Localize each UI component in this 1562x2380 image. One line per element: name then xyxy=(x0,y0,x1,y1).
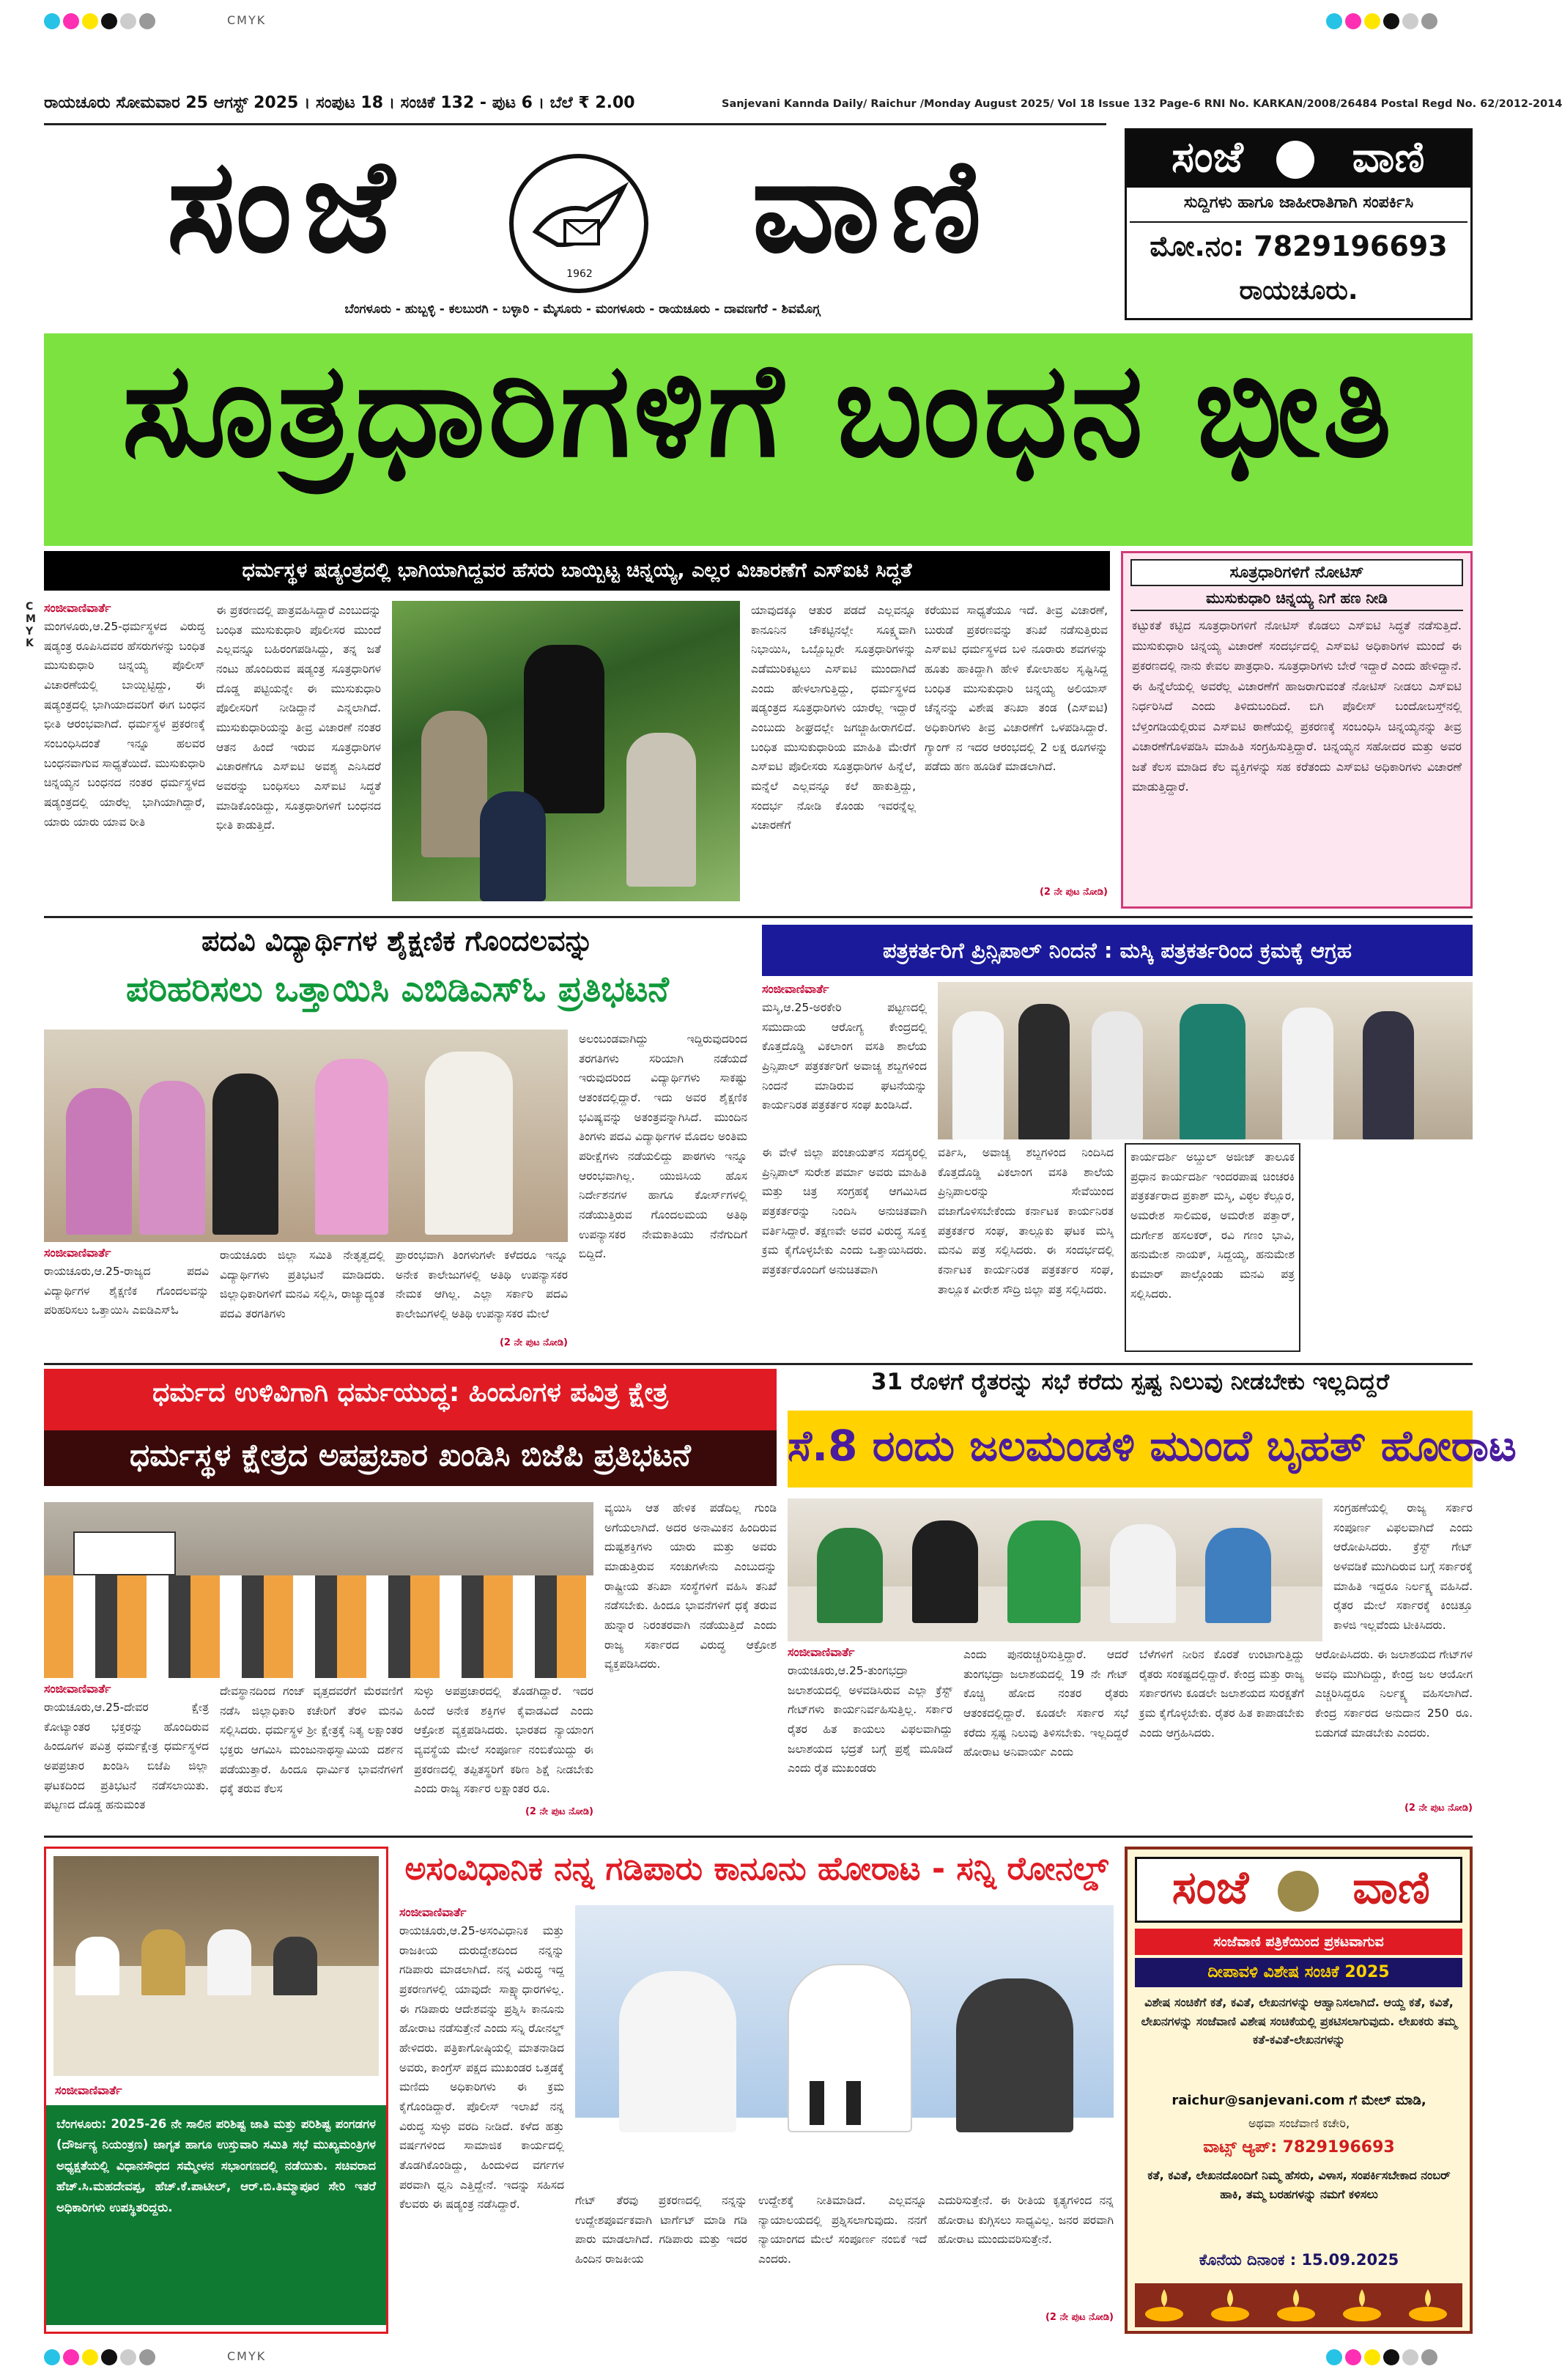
banner-headline-box xyxy=(44,333,1473,546)
side-cmyk-mark: C M Y K xyxy=(26,601,36,650)
lead-photo xyxy=(392,601,740,901)
contact-phone: ಮೋ.ನಂ: 7829196693 xyxy=(1150,230,1448,262)
sidebar-notice xyxy=(1121,551,1473,909)
maski-col4 xyxy=(1125,1143,1300,1352)
title-right: ವಾಣಿ xyxy=(752,131,992,281)
abvp-head2: ಪರಿಹರಿಸಲು ಒತ್ತಾಯಿಸಿ ಎಬಿಡಿಎಸ್ಓ ಪ್ರತಿಭಟನೆ xyxy=(126,969,669,1010)
meeting-caption-box xyxy=(46,2105,386,2325)
registration-marks-top-right xyxy=(1326,9,1473,34)
lead-story-col2 xyxy=(216,601,381,909)
sidebar-subtitle: ಮುಸುಕುಧಾರಿ ಚಿನ್ನಯ್ಯ ನಿಗೆ ಹಣ ನೀಡಿ xyxy=(1130,589,1463,611)
maski-head: ಪತ್ರಕರ್ತರಿಗೆ ಪ್ರಿನ್ಸಿಪಾಲ್ ನಿಂದನೆ : ಮಸ್ಕಿ ಪತ್ರಕರ್ತರಿಂದ ಕ್ರಮಕ್ಕೆ ಆಗ್ರಹ xyxy=(762,925,1473,976)
contact-box xyxy=(1125,128,1473,320)
registration-marks-bottom-left xyxy=(44,2345,286,2370)
maski-col1: ಸಂಜೀವಾಣಿವಾರ್ತೆ ಮಸ್ಕಿ,ಆ.25-ಅರಕೇರಿ ಪಟ್ಟಣದಲ್ಲಿ ಸಮುದಾಯ ಆರೋಗ್ಯ ಕೇಂದ್ರದಲ್ಲಿ ಕೊತ್ತದೊಡ್ಡಿ ವಿಕಲಾಂಗ ವಸತಿ ಶಾಲೆಯ ಪ್ರಿನ್ಸಿಪಾಲ್ ಪತ್ರಕರ್ತರಿಗೆ ಅವಾಚ್ಯ ಶಬ್ದಗಳಿಂದ ನಿಂದನೆ ಮಾಡಿರುವ ಘಟನೆಯನ್ನು ಕಾರ್ಯನಿರತ ಪತ್ರಕರ್ತರ ಸಂಘ ಖಂಡಿಸಿದೆ. xyxy=(762,982,927,1139)
bjp-photo xyxy=(44,1502,593,1678)
farmers-continued: (2 ನೇ ಪುಟ ನೋಡಿ) xyxy=(1404,1803,1473,1814)
bjp-text-b1: ರಾಯಚೂರು,ಆ.25-ದೇವರ ಕ್ಷೇತ್ರ ಕೋಟ್ಯಾಂತರ ಭಕ್ತರನ್ನು ಹೊಂದಿರುವ ಹಿಂದೂಗಳ ಪವಿತ್ರ ಧರ್ಮಕ್ಷೇತ್ರ ಧರ್ಮಸ್ಥಳದ ಅಪಪ್ರಚಾರ ಖಂಡಿಸಿ ಬಿಜೆಪಿ ಜಿಲ್ಲಾ ಘಟಕದಿಂದ ಪ್ರತಿಭಟನೆ ನಡೆಸಲಾಯಿತು. ಪಟ್ಟಣದ ದೊಡ್ಡ ಹನುಮಂತ xyxy=(44,1701,209,1812)
abvp-col-b2 xyxy=(220,1246,385,1352)
cmyk-label-bottom: CMYK xyxy=(227,2349,267,2363)
english-dateline: Sanjevani Kannda Daily/ Raichur /Monday August 2025/ Vol 18 Issue 132 Page-6 RNI No. KARKAN/2008/26484 Postal Regd No. 62/2012-2014 xyxy=(722,98,1562,110)
bjp-text-right: ವ್ಯಯಿಸಿ ಆತ ಹೇಳಿಕ ಪಡೆದಿಲ್ಲ ಗುಂಡಿ ಅಗೆಯಲಾಗಿದೆ. ಅದರ ಅನಾಮಿಕನ ಹಿಂದಿರುವ ದುಷ್ಟಶಕ್ತಿಗಳು ಯಾರು ಮತ್ತು ಅವರು ಮಾಡುತ್ತಿರುವ ಸಂಚುಗಳೇನು ಎಂಬುದನ್ನು ರಾಷ್ಟ್ರೀಯ ತನಿಖಾ ಸಂಸ್ಥೆಗಳಿಗೆ ವಹಿಸಿ ತನಿಖೆ ನಡೆಸಬೇಕು. ಹಿಂದೂ ಭಾವನೆಗಳಿಗೆ ಧಕ್ಕೆ ತರುವ ಹುನ್ನಾರ ನಿರಂತರವಾಗಿ ನಡೆಯುತ್ತಿದೆ ಎಂದು ರಾಜ್ಯ ಸರ್ಕಾರದ ವಿರುದ್ಧ ಆಕ್ರೋಶ ವ್ಯಕ್ತಪಡಿಸಿದರು. xyxy=(604,1501,777,1671)
abvp-col-b1: ಸಂಜೀವಾಣಿವಾರ್ತೆ ರಾಯಚೂರು,ಆ.25-ರಾಜ್ಯದ ಪದವಿ ವಿದ್ಯಾರ್ಥಿಗಳ ಶೈಕ್ಷಣಿಕ ಗೊಂದಲವನ್ನು ಪರಿಹರಿಸಲು ಒತ್ತಾಯಿಸಿ ಎಐಡಿಎಸ್ಓ xyxy=(44,1246,209,1352)
farmers-col-b2 xyxy=(963,1645,1128,1825)
lead-byline: ಸಂಜೀವಾಣಿವಾರ್ತೆ xyxy=(44,601,111,615)
bjp-head-box xyxy=(44,1369,777,1486)
contact-line: ಸುದ್ದಿಗಳು ಹಾಗೂ ಜಾಹೀರಾತಿಗಾಗಿ ಸಂಪರ್ಕಿಸಿ xyxy=(1130,193,1467,223)
bjp-col-right xyxy=(604,1498,777,1821)
sunny-col-b1 xyxy=(575,2191,747,2334)
farmers-text-b3: ಬೆಳೆಗಳಿಗೆ ನೀರಿನ ಕೊರತೆ ಉಂಟಾಗುತ್ತಿದ್ದು ರೈತರು ಸಂಕಷ್ಟದಲ್ಲಿದ್ದಾರೆ. ಕೇಂದ್ರ ಮತ್ತು ರಾಜ್ಯ ಸರ್ಕಾರಗಳು ಕೂಡಲೇ ಜಲಾಶಯದ ಸುರಕ್ಷತೆಗೆ ಕ್ರಮ ಕೈಗೊಳ್ಳಬೇಕು. ರೈತರ ಹಿತ ಕಾಪಾಡಬೇಕು ಎಂದು ಆಗ್ರಹಿಸಿದರು. xyxy=(1139,1648,1304,1740)
farmers-photo xyxy=(788,1498,1322,1641)
lead-text-4: ಕರೆಯುವ ಸಾಧ್ಯತೆಯೂ ಇದೆ. ತೀವ್ರ ವಿಚಾರಣೆ, ಬುರುಡೆ ಪ್ರಕರಣವನ್ನು ತನಿಖೆ ನಡೆಸುತ್ತಿರುವ ಎಸ್ಐಟಿ ಧರ್ಮಸ್ಥಳದ ಬಳಿ ನೂರಾರು ಶವಗಳನ್ನು ಹೂತು ಹಾಕಿದ್ದಾಗಿ ಹೇಳಿ ಕೋಲಾಹಲ ಸೃಷ್ಟಿಸಿದ್ದ ಬಂಧಿತ ಮುಸುಕುಧಾರಿ ಚಿನ್ನಯ್ಯ ಅಲಿಯಾಸ್ ಚೆನ್ನನನ್ನು ವಿಶೇಷ ತನಿಖಾ ತಂಡ (ಎಸ್ಐಟಿ) ಅಧಿಕಾರಿಗಳು ತೀವ್ರ ವಿಚಾರಣೆಗೆ ಒಳಪಡಿಸಿದ್ದಾರೆ. ಗ್ಯಾಂಗ್ ನ ಇದರ ಆರಂಭದಲ್ಲಿ 2 ಲಕ್ಷ ರೂಗಳನ್ನು ಪಡೆದು ಹಣ ಹೂಡಿಕೆ ಮಾಡಲಾಗಿದೆ. xyxy=(925,604,1108,774)
dateline: ರಾಯಚೂರು ಸೋಮವಾರ 25 ಆಗಸ್ಟ್ 2025 । ಸಂಪುಟ 18 । ಸಂಚಿಕೆ 132 - ಪುಟ 6 । ಬೆಲೆ ₹ 2.00 xyxy=(44,94,635,112)
sunny-head: ಅಸಂವಿಧಾನಿಕ ನನ್ನ ಗಡಿಪಾರು ಕಾನೂನು ಹೋರಾಟ - ಸನ್ನಿ ರೋನಲ್ಡ್ xyxy=(404,1850,1108,1888)
ad-dove-icon xyxy=(1278,1871,1319,1912)
lead-text-1: ಮಂಗಳೂರು,ಆ.25-ಧರ್ಮಸ್ಥಳದ ವಿರುದ್ಧ ಷಡ್ಯಂತ್ರ ರೂಪಿಸಿದವರ ಹೆಸರುಗಳನ್ನು ಬಂಧಿತ ಮುಸುಕುಧಾರಿ ಚಿನ್ನಯ್ಯ ಪೊಲೀಸ್ ವಿಚಾರಣೆಯಲ್ಲಿ ಬಾಯ್ಬಿಟ್ಟಿದ್ದು, ಈ ಷಡ್ಯಂತ್ರದಲ್ಲಿ ಭಾಗಿಯಾದವರಿಗೆ ಈಗ ಬಂಧನ ಭೀತಿ ಆರಂಭವಾಗಿದೆ. ಧರ್ಮಸ್ಥಳ ಪ್ರಕರಣಕ್ಕೆ ಸಂಬಂಧಿಸಿದಂತೆ ಇನ್ನೂ ಹಲವರ ಬಂಧನವಾಗುವ ಸಾಧ್ಯತೆಯಿದೆ. ಮುಸುಕುಧಾರಿ ಚಿನ್ನಯ್ಯನ ಬಂಧನದ ನಂತರ ಧರ್ಮಸ್ಥಳದ ಷಡ್ಯಂತ್ರದಲ್ಲಿ ಯಾರೆಲ್ಲ ಭಾಗಿಯಾಗಿದ್ದಾರೆ, ಯಾರು ಯಾರು ಯಾವ ರೀತಿ xyxy=(44,620,205,829)
contact-dove-icon xyxy=(1276,141,1314,179)
abvp-col-right xyxy=(579,1030,747,1352)
sunny-text-b3: ಎದುರಿಸುತ್ತೇನೆ. ಈ ರೀತಿಯ ಕೃತ್ಯಗಳಿಂದ ನನ್ನ ಹೋರಾಟ ಕುಗ್ಗಿಸಲು ಸಾಧ್ಯವಿಲ್ಲ. ಜನರ ಪರವಾಗಿ ಹೋರಾಟ ಮುಂದುವರಿಸುತ್ತೇನೆ. xyxy=(938,2194,1114,2247)
ad-whatsapp: ವಾಟ್ಸ್ ಆ್ಯಪ್: 7829196693 xyxy=(1203,2138,1395,2157)
lead-text-3: ಯಾವುದಕ್ಕೂ ಆತುರ ಪಡದೆ ಎಲ್ಲವನ್ನೂ ಕಾನೂನಿನ ಚೌಕಟ್ಟಿನಲ್ಲೇ ಸೂಕ್ಷ್ಮವಾಗಿ ನಿಭಾಯಿಸಿ, ಒಬ್ಬೊಬ್ಬರೇ ಸೂತ್ರಧಾರಿಗಳನ್ನು ಎಡೆಮುರಿಕಟ್ಟಲು ಎಸ್ಐಟಿ ಮುಂದಾಗಿದೆ ಎಂದು ಹೇಳಲಾಗುತ್ತಿದ್ದು, ಧರ್ಮಸ್ಥಳದ ಷಡ್ಯಂತ್ರದ ಸೂತ್ರಧಾರಿಗಳು ಯಾರೆಲ್ಲ ಇದ್ದಾರೆ ಎಂಬುದು ಶೀಘ್ರದಲ್ಲೇ ಜಗಜ್ಜಾಹೀರಾಗಲಿದೆ. ಬಂಧಿತ ಮುಸುಕುಧಾರಿಯ ಮಾಹಿತಿ ಮೇರೆಗೆ ಎಸ್ಐಟಿ ಪೊಲೀಸರು ಸೂತ್ರಧಾರಿಗಳ ಹಿನ್ನೆಲೆ, ಮನ್ನೆಲೆ ಎಲ್ಲವನ್ನೂ ಕಲೆ ಹಾಕುತ್ತಿದ್ದು, ಸಂದರ್ಭ ನೋಡಿ ಕೊಂಡು ಇವರನ್ನೆಲ್ಲ ವಿಚಾರಣೆಗೆ xyxy=(751,604,916,832)
ad-email: raichur@sanjevani.com ಗೆ ಮೇಲ್ ಮಾಡಿ, xyxy=(1172,2093,1426,2108)
lead-story-col3 xyxy=(751,601,916,909)
bjp-head2: ಧರ್ಮಸ್ಥಳ ಕ್ಷೇತ್ರದ ಅಪಪ್ರಚಾರ ಖಂಡಿಸಿ ಬಿಜೆಪಿ ಪ್ರತಿಭಟನೆ xyxy=(130,1437,691,1473)
dove-emblem xyxy=(509,154,648,293)
maski-text-3: ವರ್ತಿಸಿ, ಅವಾಚ್ಯ ಶಬ್ದಗಳಿಂದ ನಿಂದಿಸಿದ ಕೊತ್ತದೊಡ್ಡಿ ವಿಕಲಾಂಗ ವಸತಿ ಶಾಲೆಯ ಪ್ರಿನ್ಸಿಪಾಲರನ್ನು ಸೇವೆಯಿಂದ ವಜಾಗೊಳಿಸಬೇಕೆಂದು ಕರ್ನಾಟಕ ಕಾರ್ಯನಿರತ ಪತ್ರಕರ್ತರ ಸಂಘ, ತಾಲ್ಲೂಕು ಘಟಕ ಮಸ್ಕಿ ಮನವಿ ಪತ್ರ ಸಲ್ಲಿಸಿದರು. ಈ ಸಂದರ್ಭದಲ್ಲಿ ಕರ್ನಾಟಕ ಕಾರ್ಯನಿರತ ಪತ್ರಕರ್ತರ ಸಂಘ, ತಾಲ್ಲೂಕ ವೀರೇಶ ಸೌದ್ರಿ ಜಿಲ್ಲಾ ಪತ್ರ ಸಲ್ಲಿಸಿದರು. xyxy=(938,1146,1114,1296)
emblem-year: 1962 xyxy=(566,268,593,280)
abvp-text-b2: ರಾಯಚೂರು ಜಿಲ್ಲಾ ಸಮಿತಿ ನೇತೃತ್ವದಲ್ಲಿ ವಿದ್ಯಾರ್ಥಿಗಳು ಪ್ರತಿಭಟನೆ ಮಾಡಿದರು. ಜಿಲ್ಲಾಧಿಕಾರಿಗಳಿಗೆ ಮನವಿ ಸಲ್ಲಿಸಿ, ರಾಜ್ಯಾದ್ಯಂತ ಪದವಿ ತರಗತಿಗಳು xyxy=(220,1249,385,1320)
lead-continued: (2 ನೇ ಪುಟ ನೋಡಿ) xyxy=(1039,887,1108,898)
sidebar-body: ಕಟ್ಟುಕತೆ ಕಟ್ಟಿದ ಸೂತ್ರಧಾರಿಗಳಿಗೆ ನೋಟಿಸ್ ಕೊಡಲು ಎಸ್ಐಟಿ ಸಿದ್ಧತೆ ನಡೆಸುತ್ತಿದೆ. ಮುಸುಕುಧಾರಿ ಚಿನ್ನಯ್ಯ ವಿಚಾರಣೆ ಸಂದರ್ಭದಲ್ಲಿ ಎಸ್ಐಟಿ ಅಧಿಕಾರಿಗಳ ಮುಂದೆ ಈ ಪ್ರಕರಣದಲ್ಲಿ ನಾನು ಕೇವಲ ಪಾತ್ರಧಾರಿ. ಸೂತ್ರಧಾರಿಗಳು ಬೇರೆ ಇದ್ದಾರೆ ಎಂದು ಹೇಳಿದ್ದಾನೆ. ಈ ಹಿನ್ನೆಲೆಯಲ್ಲಿ ಅವರೆಲ್ಲ ವಿಚಾರಣೆಗೆ ಹಾಜರಾಗುವಂತೆ ನೋಟಿಸ್ ನೀಡಲು ಎಸ್ಐಟಿ ನಿರ್ಧರಿಸಿದೆ ಎಂದು ತಿಳಿದುಬಂದಿದೆ. ಬಿಗಿ ಪೊಲೀಸ್ ಬಂದೋಬಸ್ತ್‌ನಲ್ಲಿ ಬೆಳ್ತಂಗಡಿಯಲ್ಲಿರುವ ಎಸ್ಐಟಿ ಠಾಣೆಯಲ್ಲಿ ಪ್ರಕರಣಕ್ಕೆ ಸಂಬಂಧಿಸಿ ಚಿನ್ನಯ್ಯನನ್ನು ತೀವ್ರ ವಿಚಾರಣೆಗೊಳಪಡಿಸಿ ಮಾಹಿತಿ ಸಂಗ್ರಹಿಸುತ್ತಿದ್ದಾರೆ. ಚಿನ್ನಯ್ಯನ ಸಹೋದರ ಮತ್ತು ಅವರ ಜತೆ ಕೆಲಸ ಮಾಡಿದ ಕೆಲ ವ್ಯಕ್ತಿಗಳನ್ನು ಸಹ ಕರೆತಂದು ಎಸ್ಐಟಿ ಅಧಿಕಾರಿಗಳು ವಿಚಾರಣೆ ಮಾಡುತ್ತಿದ್ದಾರೆ. xyxy=(1132,618,1462,794)
farmers-col-b1: ಸಂಜೀವಾಣಿವಾರ್ತೆ ರಾಯಚೂರು,ಆ.25-ತುಂಗಭದ್ರಾ ಜಲಾಶಯದಲ್ಲಿ ಅಳವಡಿಸಿರುವ ಎಲ್ಲಾ ಕ್ರೆಸ್ಟ್ ಗೇಟ್‌ಗಳು ಕಾರ್ಯನಿರ್ವಹಿಸುತ್ತಿಲ್ಲ. ಸರ್ಕಾರ ರೈತರ ಹಿತ ಕಾಯಲು ವಿಫಲವಾಗಿದ್ದು ಜಲಾಶಯದ ಭದ್ರತೆ ಬಗ್ಗೆ ಪ್ರಶ್ನೆ ಮೂಡಿದೆ ಎಂದು ರೈತ ಮುಖಂಡರು xyxy=(788,1645,952,1825)
maski-col3 xyxy=(938,1143,1114,1352)
sidebar-title: ಸೂತ್ರಧಾರಿಗಳಿಗೆ ನೋಟಿಸ್ xyxy=(1130,559,1463,586)
ad-footer: ಕತೆ, ಕವಿತೆ, ಲೇಖನದೊಂದಿಗೆ ನಿಮ್ಮ ಹೆಸರು, ವಿಳಾಸ, ಸಂಪರ್ಕಿಸಬೇಕಾದ ನಂಬರ್ ಹಾಕಿ, ತಮ್ಮ ಬರಹಗಳನ್ನು ನಮಗೆ ಕಳಿಸಲು xyxy=(1147,2168,1451,2201)
sunny-continued: (2 ನೇ ಪುಟ ನೋಡಿ) xyxy=(1045,2312,1114,2323)
contact-city: ರಾಯಚೂರು. xyxy=(1239,276,1358,306)
bjp-text-b2: ದೇವಸ್ಥಾನದಿಂದ ಗಂಜ್ ವೃತ್ತದವರೆಗೆ ಮೆರವಣಿಗೆ ನಡೆಸಿ ಜಿಲ್ಲಾಧಿಕಾರಿ ಕಚೇರಿಗೆ ತೆರಳಿ ಮನವಿ ಸಲ್ಲಿಸಿದರು. ಧರ್ಮಸ್ಥಳ ಶ್ರೀ ಕ್ಷೇತ್ರಕ್ಕೆ ನಿತ್ಯ ಲಕ್ಷಾಂತರ ಭಕ್ತರು ಆಗಮಿಸಿ ಮಂಜುನಾಥಸ್ವಾಮಿಯ ದರ್ಶನ ಪಡೆಯುತ್ತಾರೆ. ಹಿಂದೂ ಧಾರ್ಮಿಕ ಭಾವನೆಗಳಿಗೆ ಧಕ್ಕೆ ತರುವ ಕೆಲಸ xyxy=(220,1685,403,1796)
meeting-byline: ಸಂಜೀವಾಣಿವಾರ್ತೆ xyxy=(55,2083,122,2097)
abvp-continued: (2 ನೇ ಪುಟ ನೋಡಿ) xyxy=(499,1337,568,1348)
bjp-head1: ಧರ್ಮದ ಉಳಿವಿಗಾಗಿ ಧರ್ಮಯುದ್ಧ: ಹಿಂದೂಗಳ ಪವಿತ್ರ ಕ್ಷೇತ್ರ xyxy=(152,1378,668,1408)
bjp-text-b3: ಸುಳ್ಳು ಅಪಪ್ರಚಾರದಲ್ಲಿ ತೊಡಗಿದ್ದಾರೆ. ಇದರ ಹಿಂದೆ ಅನೇಕ ಶಕ್ತಿಗಳ ಕೈವಾಡವಿದೆ ಎಂದು ಆಕ್ರೋಶ ವ್ಯಕ್ತಪಡಿಸಿದರು. ಭಾರತದ ನ್ಯಾಯಾಂಗ ವ್ಯವಸ್ಥೆಯ ಮೇಲೆ ಸಂಪೂರ್ಣ ನಂಬಿಕೆಯಿದ್ದು ಈ ಪ್ರಕರಣದಲ್ಲಿ ತಪ್ಪಿತಸ್ಥರಿಗೆ ಕಠಿಣ ಶಿಕ್ಷೆ ನೀಡಬೇಕು ಎಂದು ರಾಜ್ಯ ಸರ್ಕಾರ ಲಕ್ಷಾಂತರ ರೂ. xyxy=(414,1685,593,1796)
farmers-head2: ಸೆ.8 ರಂದು ಜಲಮಂಡಳಿ ಮುಂದೆ ಬೃಹತ್ ಹೋರಾಟ xyxy=(788,1421,1517,1471)
farmers-head1: 31 ರೊಳಗೆ ರೈತರನ್ನು ಸಭೆ ಕರೆದು ಸ್ಪಷ್ಟ ನಿಲುವು ನೀಡಬೇಕು ಇಲ್ಲದಿದ್ದರೆ xyxy=(870,1369,1390,1395)
sunny-col-b2 xyxy=(758,2191,927,2334)
farmers-col-b3 xyxy=(1139,1645,1304,1825)
meeting-photo xyxy=(53,1856,379,2076)
maski-text-4: ಕಾರ್ಯದರ್ಶಿ ಅಬ್ದುಲ್ ಅಜೀಜ್ ತಾಲೂಕ ಪ್ರಧಾನ ಕಾರ್ಯದರ್ಶಿ ಇಂದರಪಾಷ ಚಿಂಚರಕಿ ಪತ್ರಕರ್ತರಾದ ಪ್ರಕಾಶ್ ಮಸ್ಕಿ, ವಿಠ್ಠಲ ಕೆಲ್ಲೂರ, ಅಮರೇಶ ಸಾಲಿಮಠ, ಅಮರೇಶ ಪತ್ತಾರ್, ದುರ್ಗೇಶ ಹಸಲಕರ್, ರವಿ ಗಣಂ ಭಾವಿ, ಹನುಮೇಶ ನಾಯಕ್, ಸಿದ್ದಯ್ಯ, ಹನುಮೇಶ ಕುಮಾರ್ ಪಾಲ್ಗೊಂಡು ಮನವಿ ಪತ್ರ ಸಲ್ಲಿಸಿದರು. xyxy=(1130,1150,1295,1301)
farmers-col-right xyxy=(1333,1498,1473,1641)
ad-or: ಅಥವಾ ಸಂಜೆವಾಣಿ ಕಚೇರಿ, xyxy=(1248,2116,1350,2130)
masthead-logo xyxy=(81,131,1077,304)
diwali-ad xyxy=(1125,1847,1473,2334)
sunny-text-b1: ಗೇಟ್ ತೆರವು ಪ್ರಕರಣದಲ್ಲಿ ನನ್ನನ್ನು ಉದ್ದೇಶಪೂರ್ವಕವಾಗಿ ಟಾರ್ಗೆಟ್ ಮಾಡಿ ಗಡಿ ಪಾರು ಮಾಡಲಾಗಿದೆ. ಗಡಿಪಾರು ಮತ್ತು ಇದರ ಹಿಂದಿನ ರಾಜಕೀಯ xyxy=(575,2194,747,2266)
title-left: ಸಂಜೆ xyxy=(166,131,405,281)
ad-subtitle: ದೀಪಾವಳಿ ವಿಶೇಷ ಸಂಚಿಕೆ 2025 xyxy=(1135,1958,1462,1987)
bjp-col-b3 xyxy=(414,1682,593,1825)
abvp-text-right: ಅಲಂಬಂಡವಾಗಿದ್ದು ಇದ್ದಿರುವುದರಿಂದ ತರಗತಿಗಳು ಸರಿಯಾಗಿ ನಡೆಯದೆ ಇರುವುದರಿಂದ ವಿದ್ಯಾರ್ಥಿಗಳು ಸಾಕಷ್ಟು ಆತಂಕದಲ್ಲಿದ್ದಾರೆ. ಇದು ಅವರ ಶೈಕ್ಷಣಿಕ ಭವಿಷ್ಯವನ್ನು ಅತಂತ್ರವನ್ನಾಗಿಸಿದೆ. ಮುಂದಿನ ತಿಂಗಳು ಪದವಿ ವಿದ್ಯಾರ್ಥಿಗಳ ಮೊದಲ ಅಂತಿಮ ಪರೀಕ್ಷೆಗಳು ನಡೆಯಲಿದ್ದು ಪಾಠಗಳು ಇನ್ನೂ ಆರಂಭವಾಗಿಲ್ಲ. ಯುಜಿಸಿಯ ಹೊಸ ನಿರ್ದೇಶನಗಳ ಹಾಗೂ ಕೋರ್ಸ್‌ಗಳಲ್ಲಿ ನಡೆಯುತ್ತಿರುವ ಗೊಂದಲಮಯ ಅತಿಥಿ ಉಪನ್ಯಾಸಕರ ನೇಮಕಾತಿಯು ನೆನೆಗುದಿಗೆ ಬಿದ್ದಿದೆ. xyxy=(579,1032,747,1261)
sunny-photo xyxy=(575,1905,1114,2187)
meeting-caption: ಬೆಂಗಳೂರು: 2025-26 ನೇ ಸಾಲಿನ ಪರಿಶಿಷ್ಟ ಜಾತಿ ಮತ್ತು ಪರಿಶಿಷ್ಟ ಪಂಗಡಗಳ (ದೌರ್ಜನ್ಯ ನಿಯಂತ್ರಣ) ಜಾಗೃತ ಹಾಗೂ ಉಸ್ತುವಾರಿ ಸಮಿತಿ ಸಭೆ ಮುಖ್ಯಮಂತ್ರಿಗಳ ಅಧ್ಯಕ್ಷತೆಯಲ್ಲಿ ವಿಧಾನಸೌಧದ ಸಮ್ಮೇಳನ ಸಭಾಂಗಣದಲ್ಲಿ ನಡೆಯಿತು. ಸಚಿವರಾದ ಹೆಚ್.ಸಿ.ಮಹದೇವಪ್ಪ, ಹೆಚ್.ಕೆ.ಪಾಟೀಲ್, ಆರ್.ಬಿ.ತಿಮ್ಮಾಪೂರ ಸೇರಿ ಇತರೆ ಅಧಿಕಾರಿಗಳು ಉಪಸ್ಥಿತರಿದ್ದರು. xyxy=(56,2117,376,2214)
sunny-col-left: ಸಂಜೀವಾಣಿವಾರ್ತೆ ರಾಯಚೂರು,ಆ.25-ಅಸಂವಿಧಾನಿಕ ಮತ್ತು ರಾಜಕೀಯ ದುರುದ್ದೇಶದಿಂದ ನನ್ನನ್ನು ಗಡಿಪಾರು ಮಾಡಲಾಗಿದೆ. ನನ್ನ ವಿರುದ್ಧ ಇದ್ದ ಪ್ರಕರಣಗಳಲ್ಲಿ ಯಾವುದೇ ಸಾಕ್ಷ್ಯಾಧಾರಗಳಿಲ್ಲ. ಈ ಗಡಿಪಾರು ಆದೇಶವನ್ನು ಪ್ರಶ್ನಿಸಿ ಕಾನೂನು ಹೋರಾಟ ನಡೆಸುತ್ತೇನೆ ಎಂದು ಸನ್ನಿ ರೋನಲ್ಡ್ ಹೇಳಿದರು. ಪತ್ರಿಕಾಗೋಷ್ಠಿಯಲ್ಲಿ ಮಾತನಾಡಿದ ಅವರು, ಕಾಂಗ್ರೆಸ್ ಪಕ್ಷದ ಮುಖಂಡರ ಒತ್ತಡಕ್ಕೆ ಮಣಿದು ಅಧಿಕಾರಿಗಳು ಈ ಕ್ರಮ ಕೈಗೊಂಡಿದ್ದಾರೆ. ಪೊಲೀಸ್ ಇಲಾಖೆ ನನ್ನ ವಿರುದ್ಧ ಸುಳ್ಳು ವರದಿ ನೀಡಿದೆ. ಕಳೆದ ಹತ್ತು ವರ್ಷಗಳಿಂದ ಸಾಮಾಜಿಕ ಕಾರ್ಯದಲ್ಲಿ ತೊಡಗಿಕೊಂಡಿದ್ದು, ಹಿಂದುಳಿದ ವರ್ಗಗಳ ಪರವಾಗಿ ಧ್ವನಿ ಎತ್ತಿದ್ದೇನೆ. ಇದನ್ನು ಸಹಿಸದ ಕೆಲವರು ಈ ಷಡ್ಯಂತ್ರ ನಡೆಸಿದ್ದಾರೆ. xyxy=(399,1905,564,2330)
banner-headline: ಸೂತ್ರಧಾರಿಗಳಿಗೆ ಬಂಧನ ಭೀತಿ xyxy=(122,334,1395,486)
farmers-text-right: ಸಂಗ್ರಹಣೆಯಲ್ಲಿ ರಾಜ್ಯ ಸರ್ಕಾರ ಸಂಪೂರ್ಣ ವಿಫಲವಾಗಿದೆ ಎಂದು ಆರೋಪಿಸಿದರು. ಕ್ರೆಸ್ಟ್ ಗೇಟ್ ಅಳವಡಿಕೆ ಮುಗಿದಿರುವ ಬಗ್ಗೆ ಸರ್ಕಾರಕ್ಕೆ ಮಾಹಿತಿ ಇದ್ದರೂ ನಿರ್ಲಕ್ಷ್ಯ ವಹಿಸಿದೆ. ರೈತರ ಮೇಲೆ ಸರ್ಕಾರಕ್ಕೆ ಕಿಂಚಿತ್ತೂ ಕಾಳಜಿ ಇಲ್ಲವೆಂದು ಟೀಕಿಸಿದರು. xyxy=(1333,1501,1473,1632)
maski-text-1: ಮಸ್ಕಿ,ಆ.25-ಅರಕೇರಿ ಪಟ್ಟಣದಲ್ಲಿ ಸಮುದಾಯ ಆರೋಗ್ಯ ಕೇಂದ್ರದಲ್ಲಿ ಕೊತ್ತದೊಡ್ಡಿ ವಿಕಲಾಂಗ ವಸತಿ ಶಾಲೆಯ ಪ್ರಿನ್ಸಿಪಾಲ್ ಪತ್ರಕರ್ತರಿಗೆ ಅವಾಚ್ಯ ಶಬ್ದಗಳಿಂದ ನಿಂದನೆ ಮಾಡಿರುವ ಘಟನೆಯನ್ನು ಕಾರ್ಯನಿರತ ಪತ್ರಕರ್ತರ ಸಂಘ ಖಂಡಿಸಿದೆ. xyxy=(762,1001,927,1112)
abvp-text-b1: ರಾಯಚೂರು,ಆ.25-ರಾಜ್ಯದ ಪದವಿ ವಿದ್ಯಾರ್ಥಿಗಳ ಶೈಕ್ಷಣಿಕ ಗೊಂದಲವನ್ನು ಪರಿಹರಿಸಲು ಒತ್ತಾಯಿಸಿ ಎಐಡಿಎಸ್ಓ xyxy=(44,1265,209,1318)
registration-marks-bottom-right xyxy=(1326,2345,1473,2370)
ad-logo: ಸಂಜೆ ವಾಣಿ xyxy=(1135,1857,1462,1923)
bjp-continued: (2 ನೇ ಪುಟ ನೋಡಿ) xyxy=(525,1806,593,1817)
bjp-col-b1: ಸಂಜೀವಾಣಿವಾರ್ತೆ ರಾಯಚೂರು,ಆ.25-ದೇವರ ಕ್ಷೇತ್ರ ಕೋಟ್ಯಾಂತರ ಭಕ್ತರನ್ನು ಹೊಂದಿರುವ ಹಿಂದೂಗಳ ಪವಿತ್ರ ಧರ್ಮಕ್ಷೇತ್ರ ಧರ್ಮಸ್ಥಳದ ಅಪಪ್ರಚಾರ ಖಂಡಿಸಿ ಬಿಜೆಪಿ ಜಿಲ್ಲಾ ಘಟಕದಿಂದ ಪ್ರತಿಭಟನೆ ನಡೆಸಲಾಯಿತು. ಪಟ್ಟಣದ ದೊಡ್ಡ ಹನುಮಂತ xyxy=(44,1682,209,1825)
farmers-text-b4: ಆರೋಪಿಸಿದರು. ಈ ಜಲಾಶಯದ ಗೇಟ್‌ಗಳ ಅವಧಿ ಮುಗಿದಿದ್ದು, ಕೇಂದ್ರ ಜಲ ಆಯೋಗ ಎಚ್ಚರಿಸಿದ್ದರೂ ನಿರ್ಲಕ್ಷ್ಯ ವಹಿಸಲಾಗಿದೆ. ಕೇಂದ್ರ ಸರ್ಕಾರದ ಅನುದಾನ 250 ರೂ. ಬಿಡುಗಡೆ ಮಾಡಬೇಕು ಎಂದರು. xyxy=(1315,1648,1473,1740)
farmers-text-b1: ರಾಯಚೂರು,ಆ.25-ತುಂಗಭದ್ರಾ ಜಲಾಶಯದಲ್ಲಿ ಅಳವಡಿಸಿರುವ ಎಲ್ಲಾ ಕ್ರೆಸ್ಟ್ ಗೇಟ್‌ಗಳು ಕಾರ್ಯನಿರ್ವಹಿಸುತ್ತಿಲ್ಲ. ಸರ್ಕಾರ ರೈತರ ಹಿತ ಕಾಯಲು ವಿಫಲವಾಗಿದ್ದು ಜಲಾಶಯದ ಭದ್ರತೆ ಬಗ್ಗೆ ಪ್ರಶ್ನೆ ಮೂಡಿದೆ ಎಂದು ರೈತ ಮುಖಂಡರು xyxy=(788,1664,952,1775)
meeting-box xyxy=(44,1847,388,2334)
abvp-head1: ಪದವಿ ವಿದ್ಯಾರ್ಥಿಗಳ ಶೈಕ್ಷಣಿಕ ಗೊಂದಲವನ್ನು xyxy=(201,925,593,957)
ad-title: ಸಂಜೆವಾಣಿ ಪತ್ರಿಕೆಯಿಂದ ಪ್ರಕಟವಾಗುವ xyxy=(1135,1929,1462,1955)
registration-marks-top-left xyxy=(44,9,286,34)
maski-text-2: ಈ ವೇಳೆ ಜಿಲ್ಲಾ ಪಂಚಾಯತ್‌ನ ಸದಸ್ಯರಲ್ಲಿ ಪ್ರಿನ್ಸಿಪಾಲ್ ಸುರೇಶ ಪರ್ಮಾ ಅವರು ಮಾಹಿತಿ ಮತ್ತು ಚಿತ್ರ ಸಂಗ್ರಹಕ್ಕೆ ಆಗಮಿಸಿದ ಪತ್ರಕರ್ತರನ್ನು ನಿಂದಿಸಿ ಅನುಚಿತವಾಗಿ ವರ್ತಿಸಿದ್ದಾರೆ. ತಕ್ಷಣವೇ ಅವರ ವಿರುದ್ಧ ಸೂಕ್ತ ಕ್ರಮ ಕೈಗೊಳ್ಳಬೇಕು ಎಂದು ಒತ್ತಾಯಿಸಿದರು. ಪತ್ರಕರ್ತರೊಂದಿಗೆ ಅನುಚಿತವಾಗಿ xyxy=(762,1146,927,1276)
abvp-photo xyxy=(44,1030,568,1242)
banner-subhead: ಧರ್ಮಸ್ಥಳ ಷಡ್ಯಂತ್ರದಲ್ಲಿ ಭಾಗಿಯಾಗಿದ್ದವರ ಹೆಸರು ಬಾಯ್ಬಿಟ್ಟ ಚಿನ್ನಯ್ಯ, ಎಲ್ಲರ ವಿಚಾರಣೆಗೆ ಎಸ್ಐಟಿ ಸಿದ್ಧತೆ xyxy=(44,551,1110,591)
sunny-head-box xyxy=(399,1847,1114,1898)
edition-cities: ಬೆಂಗಳೂರು - ಹುಬ್ಬಳ್ಳಿ - ಕಲಬುರಗಿ - ಬಳ್ಳಾರಿ - ಮೈಸೂರು - ಮಂಗಳೂರು - ರಾಯಚೂರು - ದಾವಣಗೆರೆ - ಶಿವಮೊಗ್ಗ xyxy=(344,302,821,317)
contact-logo: ಸಂಜೆ ವಾಣಿ xyxy=(1127,130,1470,188)
lead-story-col1 xyxy=(44,601,205,909)
cmyk-label: CMYK xyxy=(227,13,267,27)
maski-col1b xyxy=(762,1143,927,1352)
bjp-col-b2 xyxy=(220,1682,403,1825)
lead-text-2: ಈ ಪ್ರಕರಣದಲ್ಲಿ ಪಾತ್ರವಹಿಸಿದ್ದಾರೆ ಎಂಬುದನ್ನು ಬಂಧಿತ ಮುಸುಕುಧಾರಿ ಪೊಲೀಸರ ಮುಂದೆ ಎಲ್ಲವನ್ನೂ ಬಹಿರಂಗಪಡಿಸಿದ್ದು, ತನ್ನ ಜತೆ ನಂಟು ಹೊಂದಿರುವ ಷಡ್ಯಂತ್ರ ಸೂತ್ರಧಾರಿಗಳ ದೊಡ್ಡ ಪಟ್ಟಿಯನ್ನೇ ಈ ಮುಸುಕುಧಾರಿ ಪೊಲೀಸರಿಗೆ ನೀಡಿದ್ದಾನೆ ಎನ್ನಲಾಗಿದೆ. ಮುಸುಕುಧಾರಿಯನ್ನು ತೀವ್ರ ವಿಚಾರಣೆ ನಂತರ ಆತನ ಹಿಂದೆ ಇರುವ ಸೂತ್ರಧಾರಿಗಳ ವಿಚಾರಣೆಗೂ ಎಸ್ಐಟಿ ಅವಶ್ಯ ಎನಿಸಿದರೆ ಅವರನ್ನು ಬಂಧಿಸಲು ಎಸ್ಐಟಿ ಸಿದ್ಧತೆ ಮಾಡಿಕೊಂಡಿದ್ದು, ಸೂತ್ರಧಾರಿಗಳಿಗೆ ಬಂಧನದ ಭೀತಿ ಕಾಡುತ್ತಿದೆ. xyxy=(216,604,381,832)
sunny-col-b3 xyxy=(938,2191,1114,2334)
ad-deadline: ಕೊನೆಯ ದಿನಾಂಕ : 15.09.2025 xyxy=(1199,2251,1399,2269)
ad-body: ವಿಶೇಷ ಸಂಚಿಕೆಗೆ ಕತೆ, ಕವಿತೆ, ಲೇಖನಗಳನ್ನು ಆಹ್ವಾನಿಸಲಾಗಿದೆ. ಆಯ್ದ ಕತೆ, ಕವಿತೆ, ಲೇಖನಗಳನ್ನು ಸಂಜೆವಾಣಿ ವಿಶೇಷ ಸಂಚಿಕೆಯಲ್ಲಿ ಪ್ರಕಟಿಸಲಾಗುವುದು. ಲೇಖಕರು ತಮ್ಮ ಕತೆ-ಕವಿತೆ-ಲೇಖನಗಳನ್ನು xyxy=(1141,1995,1457,2047)
abvp-col-b3 xyxy=(396,1246,568,1356)
farmers-head2-box xyxy=(788,1411,1517,1488)
sunny-text-left: ರಾಯಚೂರು,ಆ.25-ಅಸಂವಿಧಾನಿಕ ಮತ್ತು ರಾಜಕೀಯ ದುರುದ್ದೇಶದಿಂದ ನನ್ನನ್ನು ಗಡಿಪಾರು ಮಾಡಲಾಗಿದೆ. ನನ್ನ ವಿರುದ್ಧ ಇದ್ದ ಪ್ರಕರಣಗಳಲ್ಲಿ ಯಾವುದೇ ಸಾಕ್ಷ್ಯಾಧಾರಗಳಿಲ್ಲ. ಈ ಗಡಿಪಾರು ಆದೇಶವನ್ನು ಪ್ರಶ್ನಿಸಿ ಕಾನೂನು ಹೋರಾಟ ನಡೆಸುತ್ತೇನೆ ಎಂದು ಸನ್ನಿ ರೋನಲ್ಡ್ ಹೇಳಿದರು. ಪತ್ರಿಕಾಗೋಷ್ಠಿಯಲ್ಲಿ ಮಾತನಾಡಿದ ಅವರು, ಕಾಂಗ್ರೆಸ್ ಪಕ್ಷದ ಮುಖಂಡರ ಒತ್ತಡಕ್ಕೆ ಮಣಿದು ಅಧಿಕಾರಿಗಳು ಈ ಕ್ರಮ ಕೈಗೊಂಡಿದ್ದಾರೆ. ಪೊಲೀಸ್ ಇಲಾಖೆ ನನ್ನ ವಿರುದ್ಧ ಸುಳ್ಳು ವರದಿ ನೀಡಿದೆ. ಕಳೆದ ಹತ್ತು ವರ್ಷಗಳಿಂದ ಸಾಮಾಜಿಕ ಕಾರ್ಯದಲ್ಲಿ ತೊಡಗಿಕೊಂಡಿದ್ದು, ಹಿಂದುಳಿದ ವರ್ಗಗಳ ಪರವಾಗಿ ಧ್ವನಿ ಎತ್ತಿದ್ದೇನೆ. ಇದನ್ನು ಸಹಿಸದ ಕೆಲವರು ಈ ಷಡ್ಯಂತ್ರ ನಡೆಸಿದ್ದಾರೆ. xyxy=(399,1924,564,2211)
maski-photo xyxy=(938,982,1473,1139)
farmers-col-b4 xyxy=(1315,1645,1473,1825)
ad-diyas xyxy=(1135,2283,1462,2327)
sunny-text-b2: ಉದ್ದೇಶಕ್ಕೆ ನೀತಿಮಾಡಿದೆ. ಎಲ್ಲವನ್ನೂ ನ್ಯಾಯಾಲಯದಲ್ಲಿ ಪ್ರಶ್ನಿಸಲಾಗುವುದು. ನನಗೆ ನ್ಯಾಯಾಂಗದ ಮೇಲೆ ಸಂಪೂರ್ಣ ನಂಬಿಕೆ ಇದೆ ಎಂದರು. xyxy=(758,2194,927,2266)
farmers-text-b2: ಎಂದು ಪುನರುಚ್ಚರಿಸುತ್ತಿದ್ದಾರೆ. ಆದರೆ ತುಂಗಭದ್ರಾ ಜಲಾಶಯದಲ್ಲಿ 19 ನೇ ಗೇಟ್ ಕೊಚ್ಚಿ ಹೋದ ನಂತರ ರೈತರು ಆತಂಕದಲ್ಲಿದ್ದಾರೆ. ಕೂಡಲೇ ಸರ್ಕಾರ ಸಭೆ ಕರೆದು ಸ್ಪಷ್ಟ ನಿಲುವು ತಿಳಿಸಬೇಕು. ಇಲ್ಲದಿದ್ದರೆ ಹೋರಾಟ ಅನಿವಾರ್ಯ ಎಂದು xyxy=(963,1648,1128,1759)
abvp-text-b3: ಪ್ರಾರಂಭವಾಗಿ ತಿಂಗಳುಗಳೇ ಕಳೆದರೂ ಇನ್ನೂ ಅನೇಕ ಕಾಲೇಜುಗಳಲ್ಲಿ ಅತಿಥಿ ಉಪನ್ಯಾಸಕರ ನೇಮಕ ಆಗಿಲ್ಲ. ಎಲ್ಲಾ ಸರ್ಕಾರಿ ಪದವಿ ಕಾಲೇಜುಗಳಲ್ಲಿ ಅತಿಥಿ ಉಪನ್ಯಾಸಕರ ಮೇಲೆ xyxy=(396,1249,568,1320)
lead-story-col4 xyxy=(925,601,1108,909)
